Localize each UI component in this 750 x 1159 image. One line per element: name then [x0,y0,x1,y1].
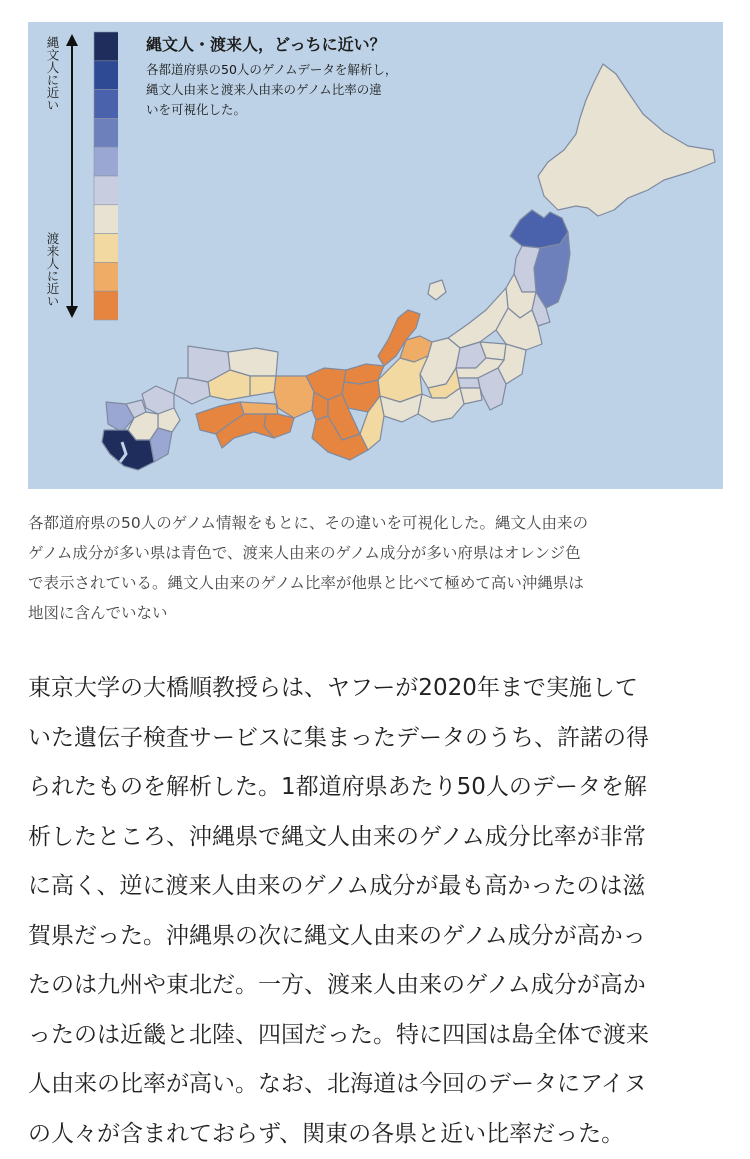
legend-swatch-1 [94,32,118,61]
legend-desc-line-1: 各都道府県の50人のゲノムデータを解析し， [146,60,397,80]
pref-hyogo [274,376,314,418]
article-line: 人由来の比率が高い。なお、北海道は今回のデータにアイヌ [28,1060,728,1110]
article-line: 賀県だった。沖縄県の次に縄文人由来のゲノム成分が高かっ [28,912,728,962]
caption-line: 各都道府県の50人のゲノム情報をもとに、その違いを可視化した。縄文人由来の [28,508,728,538]
arrow-up-icon [66,34,78,46]
arrow-down-icon [66,306,78,318]
article-line: 析したところ、沖縄県で縄文人由来のゲノム成分比率が非常 [28,813,728,863]
legend-top-label: 縄文人に近い [42,36,60,111]
pref-tokyo [458,378,480,388]
caption-line: で表示されている。縄文人由来のゲノム比率が他県と比べて極めて高い沖縄県は [28,568,728,598]
pref-kagawa [240,402,278,414]
pref-okayama [250,376,276,396]
pref-aomori [510,210,568,248]
legend-swatch-10 [94,291,118,320]
legend-title: 縄文人・渡来人，どっちに近い？ [146,32,386,55]
pref-hokkaido [538,64,715,216]
legend-desc-line-3: いを可視化した。 [146,100,246,120]
legend-swatch-8 [94,234,118,263]
article-line: ったのは近畿と北陸、四国だった。特に四国は島全体で渡来 [28,1011,728,1061]
island-sado [428,280,446,300]
legend-bottom-label: 渡来人に近い [42,232,60,307]
article-line: 東京大学の大橋順教授らは、ヤフーが2020年まで実施して [28,664,728,714]
article-line: られたものを解析した。1都道府県あたり50人のデータを解 [28,763,728,813]
article-line: いた遺伝子検査サービスに集まったデータのうち、許諾の得 [28,714,728,764]
legend-desc-line-2: 縄文人由来と渡来人由来のゲノム比率の違 [146,80,382,100]
legend-swatch-2 [94,61,118,90]
caption-line: 地図に含んでいない [28,598,728,628]
article-line: の人々が含まれておらず、関東の各県と近い比率だった。 [28,1110,728,1159]
pref-yamaguchi [174,378,210,404]
legend-swatch-9 [94,262,118,291]
article-body [28,664,728,1159]
legend-swatch-7 [94,205,118,234]
legend-swatch-6 [94,176,118,205]
figure-caption [28,508,728,628]
legend-swatch-4 [94,118,118,147]
legend-swatch-3 [94,90,118,119]
pref-niigata [448,288,508,348]
genome-map-figure [28,22,723,489]
article-line: たのは九州や東北だ。一方、渡来人由来のゲノム成分が高か [28,961,728,1011]
legend-swatch-5 [94,147,118,176]
caption-line: ゲノム成分が多い県は青色で、渡来人由来のゲノム成分が多い府県はオレンジ色 [28,538,728,568]
article-line: に高く、逆に渡来人由来のゲノム成分が最も高かったのは滋 [28,862,728,912]
